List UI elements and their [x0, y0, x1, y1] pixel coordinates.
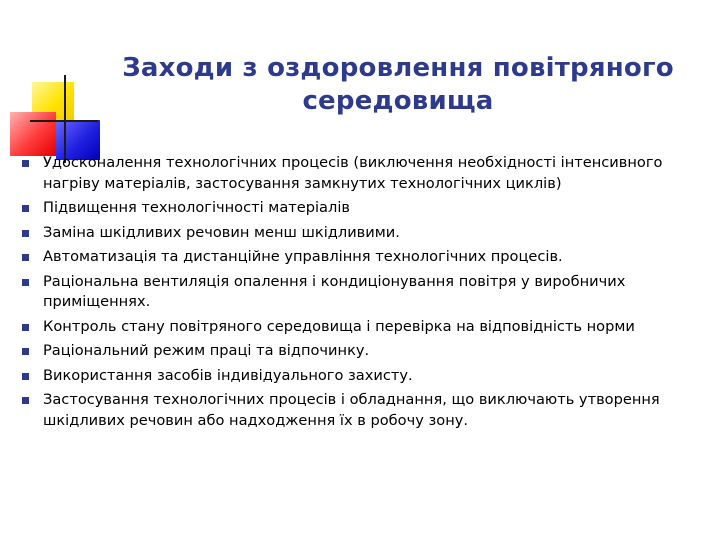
bullet-item: [22, 390, 702, 431]
bullet-text: Раціональний режим праці та відпочинку.: [43, 342, 370, 359]
slide-title: Заходи з оздоровлення повітряного середовища: [122, 53, 674, 116]
bullet-marker-icon: [22, 254, 29, 261]
bullet-item: [22, 198, 702, 219]
bullet-text: Удосконалення технологічних процесів (виключення необхідності інтенсивного нагріву матеріалів, застосування замкнутих технологічних циклів): [43, 154, 663, 192]
bullet-text: Підвищення технологічності матеріалів: [43, 199, 350, 216]
decor-red-square: [10, 112, 56, 156]
bullet-marker-icon: [22, 205, 29, 212]
bullet-text: Автоматизація та дистанційне управління технологічних процесів.: [43, 248, 563, 265]
bullet-item: [22, 317, 702, 338]
bullet-marker-icon: [22, 373, 29, 380]
decor-vertical-line: [64, 75, 66, 163]
bullet-marker-icon: [22, 160, 29, 167]
bullet-text: Контроль стану повітряного середовища і перевірка на відповідність норми: [43, 317, 635, 335]
bullet-marker-icon: [22, 348, 29, 355]
bullet-item: [22, 223, 702, 244]
bullet-list: [22, 153, 702, 435]
bullet-text: Застосування технологічних процесів і обладнання, що виключають утворення шкідливих речовин або надходження їх в робочу зону.: [43, 391, 660, 429]
bullet-marker-icon: [22, 230, 29, 237]
bullet-marker-icon: [22, 397, 29, 404]
bullet-item: [22, 153, 702, 194]
bullet-marker-icon: [22, 324, 29, 331]
bullet-marker-icon: [22, 279, 29, 286]
bullet-item: [22, 272, 702, 313]
bullet-item: [22, 341, 702, 362]
bullet-item: [22, 366, 702, 387]
bullet-text: Заміна шкідливих речовин менш шкідливими.: [43, 223, 400, 241]
bullet-text: Раціональна вентиляція опалення і кондиціонування повітря у виробничих приміщеннях.: [43, 272, 626, 310]
bullet-text: Використання засобів індивідуального захисту.: [43, 366, 413, 384]
bullet-item: [22, 247, 702, 268]
decor-horizontal-line: [30, 120, 98, 122]
